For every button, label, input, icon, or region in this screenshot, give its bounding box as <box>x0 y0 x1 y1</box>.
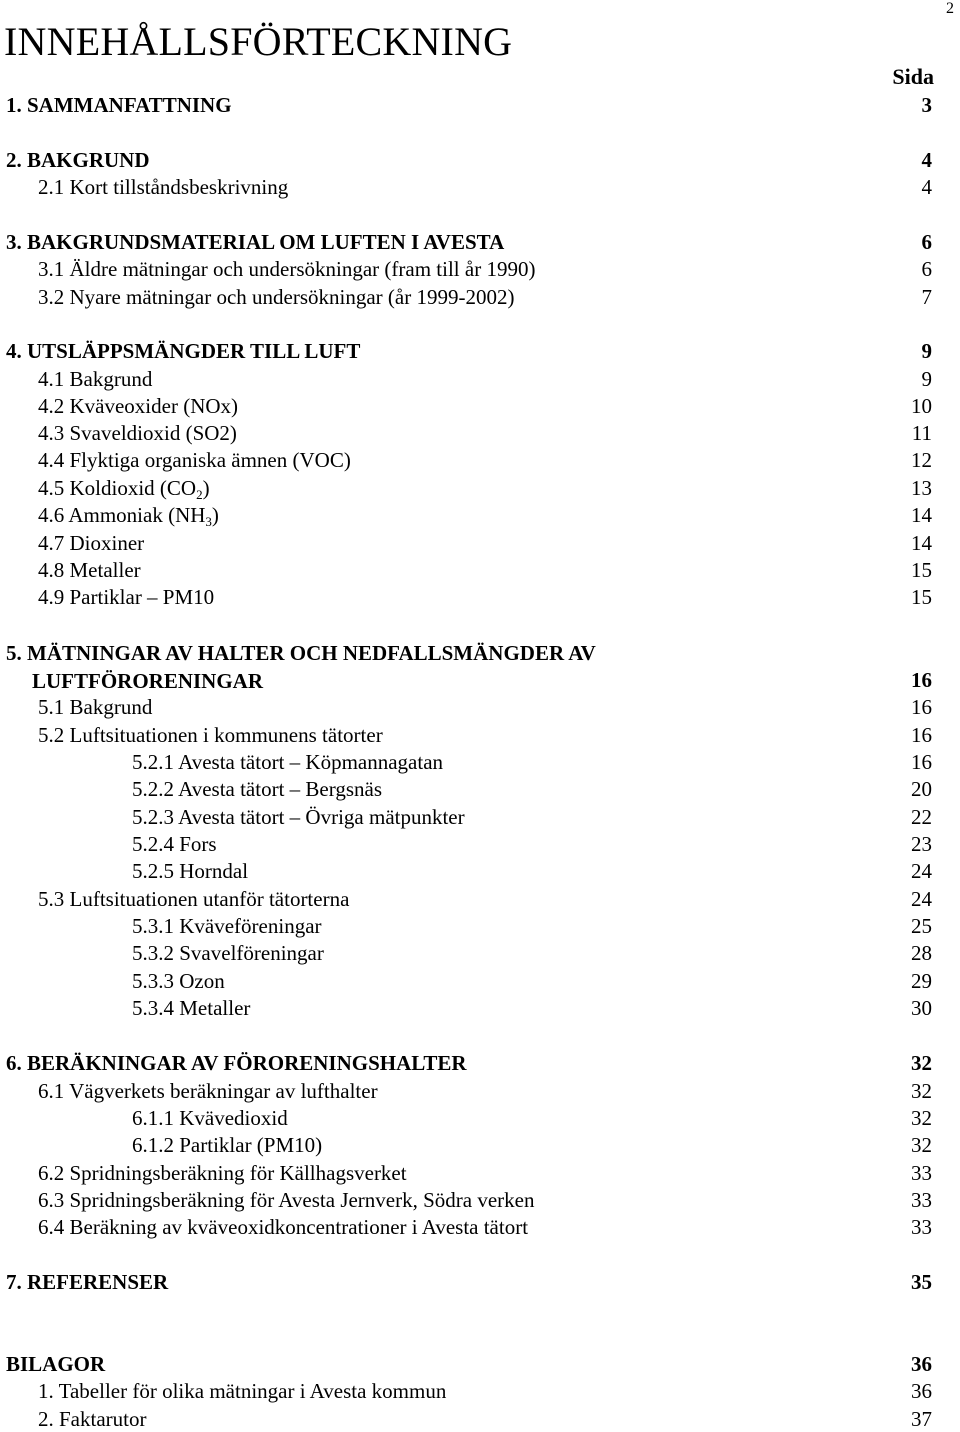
toc-entry-title: 7. REFERENSER <box>6 1270 169 1294</box>
toc-subsection-entry[interactable] <box>0 1406 960 1432</box>
toc-subsection-entry[interactable] <box>0 1378 960 1404</box>
toc-subsubsection-entry[interactable] <box>0 776 960 802</box>
page-title: INNEHÅLLSFÖRTECKNING <box>4 19 513 64</box>
toc-entry-page-number: 15 <box>911 585 932 609</box>
toc-entry-title <box>38 502 219 528</box>
toc-entry-title: 5.2.1 Avesta tätort – Köpmannagatan <box>132 750 444 774</box>
toc-entry-page-number: 7 <box>921 285 932 309</box>
toc-subsubsection-entry[interactable] <box>0 1132 960 1158</box>
subscript: 2 <box>196 487 203 502</box>
toc-section-entry[interactable] <box>0 338 960 364</box>
toc-section-entry[interactable] <box>0 229 960 255</box>
toc-entry-title: 5.3 Luftsituationen utanför tätorterna <box>38 887 350 911</box>
toc-entry-title: 6.3 Spridningsberäkning för Avesta Jernverk, Södra verken <box>38 1188 535 1212</box>
toc-entry-title: 1. Tabeller för olika mätningar i Avesta kommun <box>38 1379 447 1403</box>
toc-section-entry[interactable] <box>0 147 960 173</box>
toc-entry-title: 5.3.1 Kväveföreningar <box>132 914 322 938</box>
toc-entry-title: 3.2 Nyare mätningar och undersökningar (år 1999-2002) <box>38 285 515 309</box>
toc-subsubsection-entry[interactable] <box>0 940 960 966</box>
toc-entry-title: 4.1 Bakgrund <box>38 367 153 391</box>
toc-entry-title: 4.7 Dioxiner <box>38 531 145 555</box>
toc-entry-title-text: 4.6 Ammoniak (NH <box>38 503 206 527</box>
toc-entry-title-text: ) <box>211 503 219 527</box>
toc-subsection-entry[interactable] <box>0 393 960 419</box>
toc-entry-page-number: 9 <box>921 339 932 363</box>
toc-subsection-entry[interactable] <box>0 1214 960 1240</box>
toc-entry-page-number: 9 <box>921 367 932 391</box>
toc-entry-page-number: 6 <box>921 230 932 254</box>
toc-entry-page-number: 16 <box>911 668 932 692</box>
toc-subsubsection-entry[interactable] <box>0 831 960 857</box>
toc-subsubsection-entry[interactable] <box>0 913 960 939</box>
toc-subsubsection-entry[interactable] <box>0 1105 960 1131</box>
toc-entry-page-number: 36 <box>911 1379 932 1403</box>
toc-entry-page-number: 12 <box>911 448 932 472</box>
toc-subsection-entry[interactable] <box>0 420 960 446</box>
toc-entry-title: 3. BAKGRUNDSMATERIAL OM LUFTEN I AVESTA <box>6 230 505 254</box>
toc-entry-page-number: 4 <box>921 148 932 172</box>
toc-entry-page-number: 37 <box>911 1407 932 1431</box>
toc-entry-title: 2. BAKGRUND <box>6 148 150 172</box>
toc-entry-title: 6.1.2 Partiklar (PM10) <box>132 1133 323 1157</box>
page-number: 2 <box>946 0 954 17</box>
toc-section-entry[interactable] <box>0 92 960 118</box>
toc-entry-title: 2. Faktarutor <box>38 1407 147 1431</box>
toc-entry-page-number: 25 <box>911 914 932 938</box>
toc-entry-title: 6. BERÄKNINGAR AV FÖRORENINGSHALTER <box>6 1051 467 1075</box>
toc-entry-page-number: 4 <box>921 175 932 199</box>
toc-subsubsection-entry[interactable] <box>0 968 960 994</box>
toc-entry-title: 5.1 Bakgrund <box>38 695 153 719</box>
toc-entry-title-line: 5. MÄTNINGAR AV HALTER OCH NEDFALLSMÄNGDER AV <box>6 641 596 665</box>
toc-entry-page-number: 11 <box>911 421 932 445</box>
toc-entry-title-text: ) <box>202 476 210 500</box>
toc-section-entry[interactable] <box>0 1050 960 1076</box>
toc-entry-title: 2.1 Kort tillståndsbeskrivning <box>38 175 289 199</box>
toc-entry-page-number: 3 <box>921 93 932 117</box>
toc-entry-title: 5.2.4 Fors <box>132 832 217 856</box>
subscript: 3 <box>205 514 212 529</box>
toc-entry-title: 4. UTSLÄPPSMÄNGDER TILL LUFT <box>6 339 361 363</box>
toc-entry-title: 5.2.5 Horndal <box>132 859 249 883</box>
toc-entry-title: 1. SAMMANFATTNING <box>6 93 232 117</box>
toc-entry-page-number: 33 <box>911 1215 932 1239</box>
toc-entry-title <box>6 639 596 695</box>
toc-entry-title: 6.4 Beräkning av kväveoxidkoncentrationer i Avesta tätort <box>38 1215 529 1239</box>
toc-subsection-entry[interactable] <box>0 502 960 528</box>
toc-entry-page-number: 32 <box>911 1079 932 1103</box>
toc-entry-title: 5.2.2 Avesta tätort – Bergsnäs <box>132 777 383 801</box>
toc-entry-page-number: 23 <box>911 832 932 856</box>
toc-subsection-entry[interactable] <box>0 557 960 583</box>
toc-entry-page-number: 36 <box>911 1352 932 1376</box>
toc-entry-title: 4.9 Partiklar – PM10 <box>38 585 215 609</box>
toc-subsection-entry[interactable] <box>0 1078 960 1104</box>
toc-subsection-entry[interactable] <box>0 256 960 282</box>
toc-entry-title: 4.8 Metaller <box>38 558 141 582</box>
toc-subsection-entry[interactable] <box>0 475 960 501</box>
toc-subsubsection-entry[interactable] <box>0 995 960 1021</box>
toc-entry-title: BILAGOR <box>6 1352 106 1376</box>
toc-entry-page-number: 33 <box>911 1161 932 1185</box>
toc-entry-page-number: 24 <box>911 887 932 911</box>
toc-subsection-entry[interactable] <box>0 530 960 556</box>
toc-subsubsection-entry[interactable] <box>0 804 960 830</box>
toc-entry-page-number: 13 <box>911 476 932 500</box>
toc-entry-page-number: 22 <box>911 805 932 829</box>
toc-entry-page-number: 16 <box>911 750 932 774</box>
toc-subsection-entry[interactable] <box>0 1160 960 1186</box>
toc-subsection-entry[interactable] <box>0 447 960 473</box>
toc-entry-title: 5.3.3 Ozon <box>132 969 225 993</box>
toc-subsection-entry[interactable] <box>0 174 960 200</box>
toc-entry-page-number: 28 <box>911 941 932 965</box>
toc-entry-page-number: 33 <box>911 1188 932 1212</box>
toc-entry-title-text: 4.5 Koldioxid (CO <box>38 476 197 500</box>
page-column-label: Sida <box>892 64 934 89</box>
toc-entry-title: 6.2 Spridningsberäkning för Källhagsverket <box>38 1161 407 1185</box>
toc-entry-page-number: 32 <box>911 1133 932 1157</box>
toc-entry-page-number: 30 <box>911 996 932 1020</box>
toc-entry-page-number: 29 <box>911 969 932 993</box>
toc-entry-title: 3.1 Äldre mätningar och undersökningar (fram till år 1990) <box>38 257 536 281</box>
toc-entry-title: 4.3 Svaveldioxid (SO2) <box>38 421 237 445</box>
toc-entry-page-number: 32 <box>911 1106 932 1130</box>
toc-entry-title-line: LUFTFÖRORENINGAR <box>32 669 264 693</box>
toc-subsection-entry[interactable] <box>0 722 960 748</box>
toc-entry-title: 5.2.3 Avesta tätort – Övriga mätpunkter <box>132 805 465 829</box>
toc-section-entry[interactable] <box>0 1269 960 1295</box>
toc-section-entry[interactable] <box>0 639 960 695</box>
toc-entry-title: 5.3.4 Metaller <box>132 996 251 1020</box>
toc-entry-title: 5.2 Luftsituationen i kommunens tätorter <box>38 723 383 747</box>
toc-entry-title <box>38 475 210 501</box>
toc-subsubsection-entry[interactable] <box>0 858 960 884</box>
toc-entry-page-number: 14 <box>911 503 932 527</box>
toc-entry-page-number: 16 <box>911 723 932 747</box>
toc-entry-page-number: 15 <box>911 558 932 582</box>
toc-entry-page-number: 16 <box>911 695 932 719</box>
toc-subsection-entry[interactable] <box>0 1187 960 1213</box>
toc-entry-title: 4.2 Kväveoxider (NOx) <box>38 394 239 418</box>
toc-subsection-entry[interactable] <box>0 366 960 392</box>
toc-subsubsection-entry[interactable] <box>0 749 960 775</box>
toc-entry-page-number: 10 <box>911 394 932 418</box>
toc-entry-page-number: 20 <box>911 777 932 801</box>
toc-section-entry[interactable] <box>0 1351 960 1377</box>
toc-subsection-entry[interactable] <box>0 584 960 610</box>
toc-entry-page-number: 32 <box>911 1051 932 1075</box>
toc-entry-title: 4.4 Flyktiga organiska ämnen (VOC) <box>38 448 351 472</box>
toc-entry-title: 5.3.2 Svavelföreningar <box>132 941 324 965</box>
toc-entry-title: 6.1 Vägverkets beräkningar av lufthalter <box>38 1079 378 1103</box>
toc-entry-title: 6.1.1 Kvävedioxid <box>132 1106 288 1130</box>
toc-entry-page-number: 35 <box>911 1270 932 1294</box>
toc-subsection-entry[interactable] <box>0 886 960 912</box>
toc-entry-page-number: 14 <box>911 531 932 555</box>
toc-subsection-entry[interactable] <box>0 694 960 720</box>
toc-entry-page-number: 24 <box>911 859 932 883</box>
toc-subsection-entry[interactable] <box>0 284 960 310</box>
toc-entry-page-number: 6 <box>921 257 932 281</box>
